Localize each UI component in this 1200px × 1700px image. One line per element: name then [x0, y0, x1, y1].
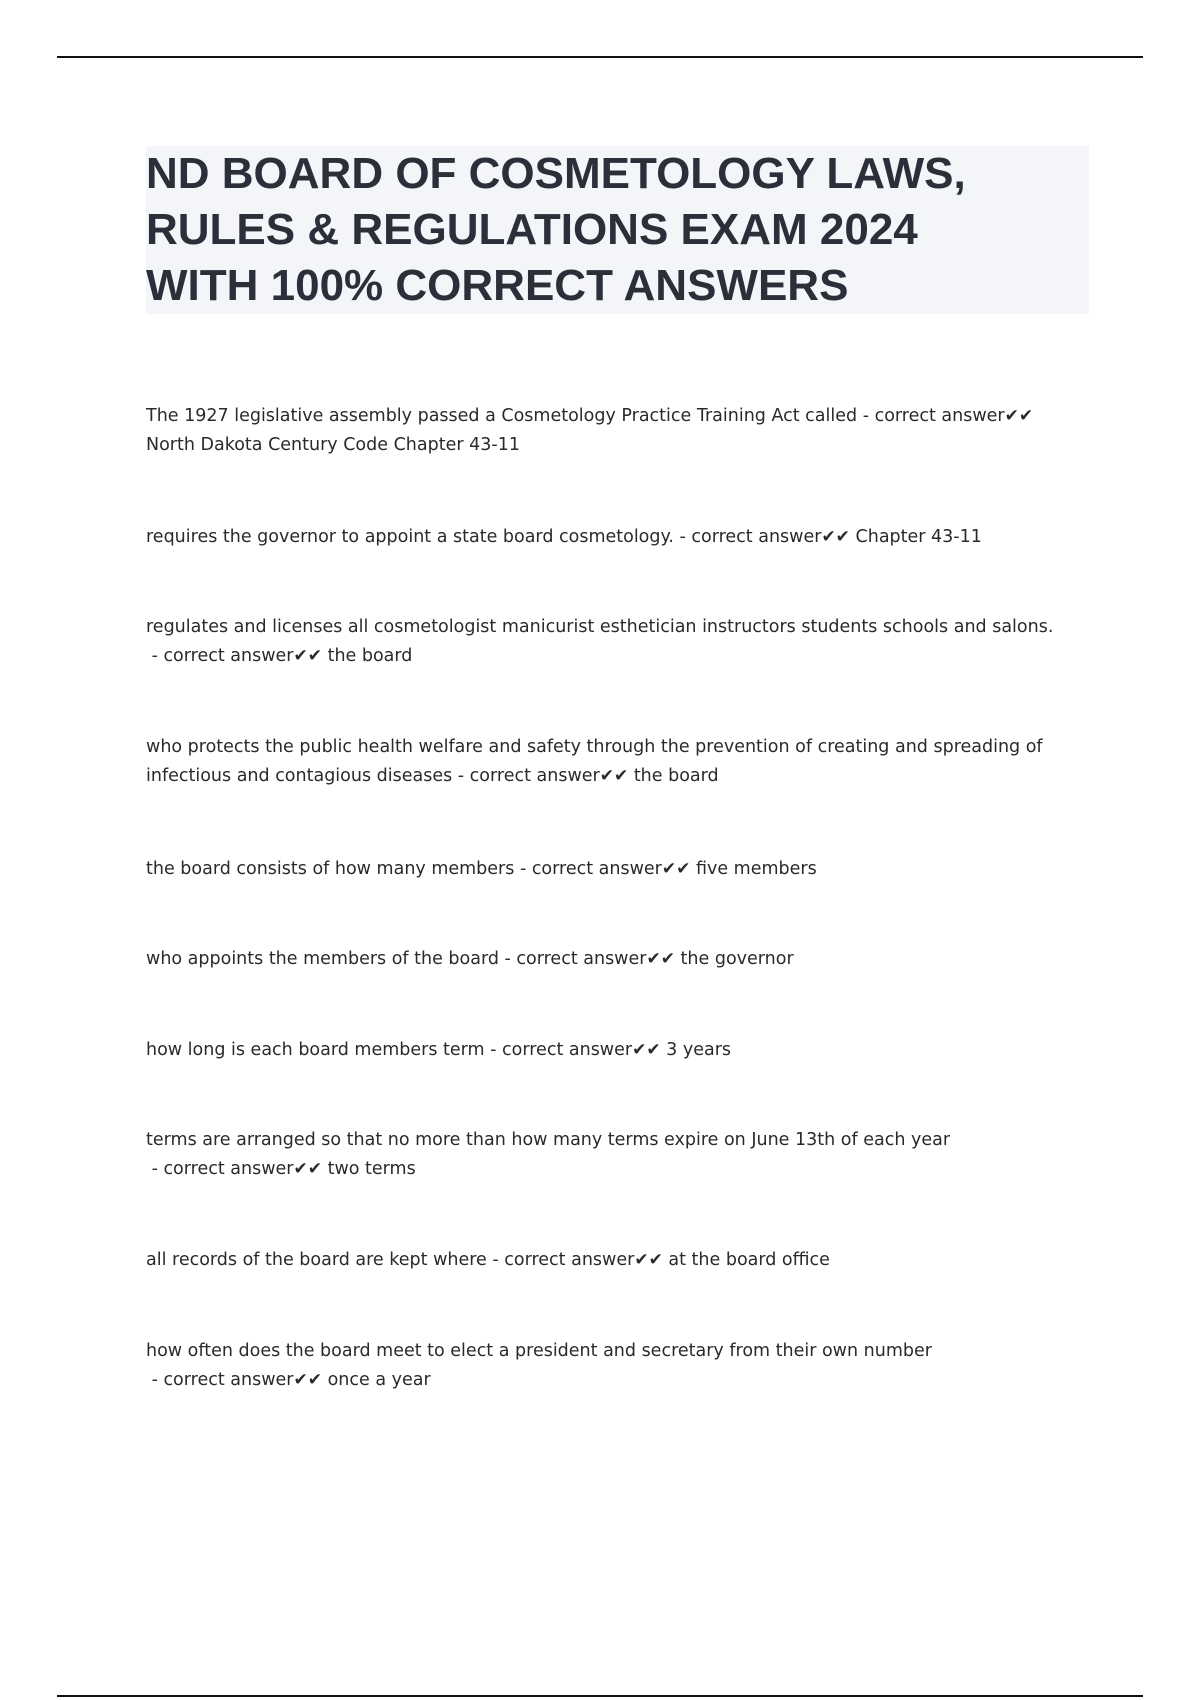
check-marks-icon: ✔✔: [632, 1040, 661, 1060]
question-text: The 1927 legislative assembly passed a Cosmetology Practice Training Act called: [146, 406, 858, 426]
qa-item: [146, 733, 1086, 791]
answer-text: Chapter 43-11: [855, 527, 982, 547]
answer-text: two terms: [327, 1159, 416, 1179]
qa-item: [146, 402, 1086, 460]
qa-item: [146, 1246, 1086, 1275]
answer-separator: - correct answer: [146, 646, 294, 666]
question-text: requires the governor to appoint a state board cosmetology.: [146, 527, 674, 547]
answer-separator: - correct answer: [452, 766, 600, 786]
bottom-rule: [57, 1695, 1143, 1697]
check-marks-icon: ✔✔: [293, 1159, 322, 1179]
check-marks-icon: ✔✔: [599, 766, 629, 786]
title-block: [146, 146, 1089, 314]
question-text: all records of the board are kept where: [146, 1250, 487, 1270]
answer-separator: - correct answer: [514, 859, 662, 879]
qa-item: [146, 1337, 1086, 1395]
answer-separator: - correct answer: [146, 1159, 294, 1179]
qa-item: [146, 523, 1086, 552]
answer-separator: - correct answer: [857, 406, 1005, 426]
question-text: regulates and licenses all cosmetologist manicurist esthetician instructors students schools and salons.: [146, 617, 1054, 637]
qa-item: [146, 855, 1086, 884]
answer-separator: - correct answer: [498, 949, 647, 969]
question-text: who protects the public health welfare and safety through the prevention of creating and spreading of infectious and contagious diseases: [146, 737, 1043, 786]
top-rule: [57, 56, 1143, 58]
answer-text: at the board office: [668, 1250, 830, 1270]
question-text: who appoints the members of the board: [146, 949, 499, 969]
question-text: the board consists of how many members: [146, 859, 515, 879]
qa-item: [146, 1126, 1086, 1184]
check-marks-icon: ✔✔: [293, 1370, 322, 1390]
answer-text: five members: [695, 859, 817, 879]
answer-separator: - correct answer: [484, 1040, 633, 1060]
qa-item: [146, 613, 1086, 671]
check-marks-icon: ✔✔: [821, 527, 850, 547]
document-title: ND BOARD OF COSMETOLOGY LAWS, RULES & REGULATIONS EXAM 2024 WITH 100% CORRECT ANSWERS: [146, 149, 966, 310]
answer-separator: - correct answer: [673, 527, 822, 547]
qa-item: [146, 1036, 1086, 1065]
check-marks-icon: ✔✔: [293, 646, 322, 666]
answer-text: the governor: [680, 949, 794, 969]
answer-text: 3 years: [666, 1040, 732, 1060]
question-text: terms are arranged so that no more than how many terms expire on June 13th of each year: [146, 1130, 951, 1150]
question-text: how often does the board meet to elect a president and secretary from their own number: [146, 1341, 932, 1361]
answer-separator: - correct answer: [486, 1250, 635, 1270]
qa-item: [146, 945, 1086, 974]
question-text: how long is each board members term: [146, 1040, 485, 1060]
answer-text: the board: [633, 766, 719, 786]
answer-separator: - correct answer: [146, 1370, 294, 1390]
check-marks-icon: ✔✔: [1004, 406, 1034, 426]
check-marks-icon: ✔✔: [646, 949, 675, 969]
answer-text: once a year: [327, 1370, 431, 1390]
check-marks-icon: ✔✔: [661, 859, 691, 879]
check-marks-icon: ✔✔: [634, 1250, 663, 1270]
answer-text: North Dakota Century Code Chapter 43-11: [146, 435, 520, 455]
answer-text: the board: [327, 646, 413, 666]
